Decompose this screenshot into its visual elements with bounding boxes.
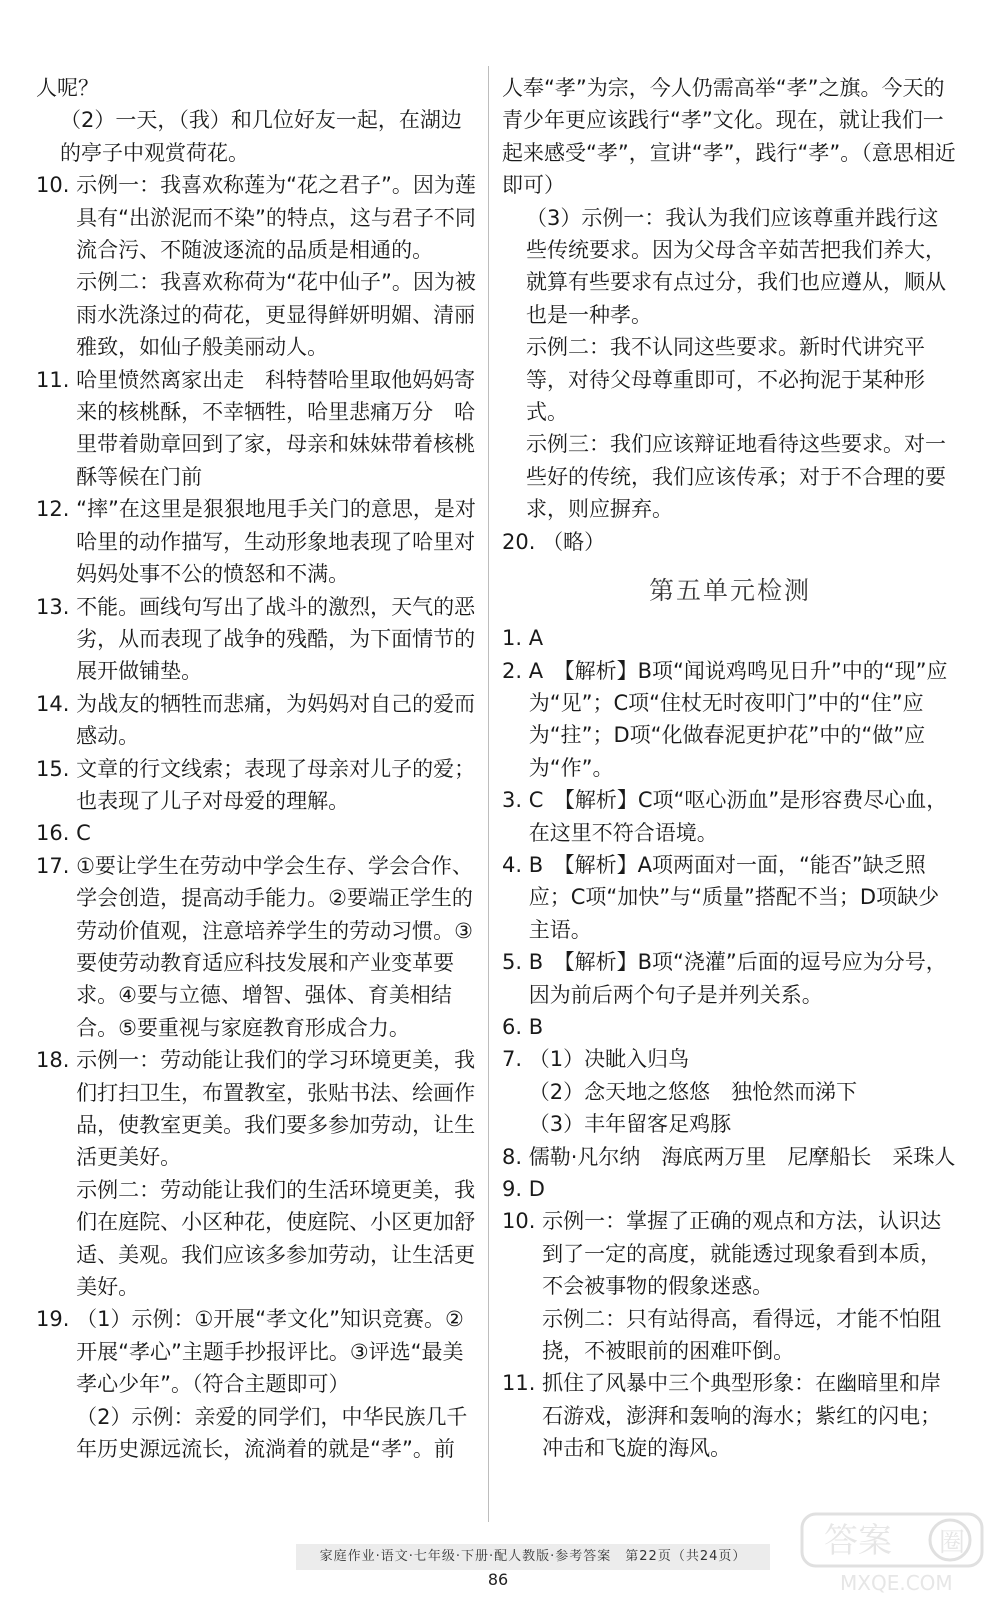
answer-item xyxy=(36,1303,476,1465)
item-text xyxy=(529,946,958,1011)
item-number: 8. xyxy=(502,1144,529,1169)
answer-line: B xyxy=(528,1014,544,1039)
answer-item xyxy=(502,946,958,1011)
item-text xyxy=(76,753,476,818)
answer-sub-line: （3）丰年留客足鸡豚 xyxy=(528,1112,732,1137)
item-text xyxy=(76,1044,476,1303)
item-number: 16. xyxy=(36,821,77,846)
item-number: 15. xyxy=(36,756,77,781)
answer-line: 为战友的牺牲而悲痛，为妈妈对自己的爱而感动。 xyxy=(76,691,476,749)
item-number: 4. xyxy=(502,852,529,877)
answer-line: C xyxy=(76,821,91,846)
answer-item xyxy=(502,1043,958,1140)
answer-line: A 【解析】B项“闻说鸡鸣见日升”中的“现”应为“见”；C项“住杖无时夜叩门”中的“住”应为“拄”；D项“化做春泥更护花”中的“做”应为“作”。 xyxy=(528,658,948,780)
item-text xyxy=(542,1205,958,1367)
item-number: 19. xyxy=(36,1307,77,1332)
watermark-logo xyxy=(800,1508,984,1596)
answer-item xyxy=(36,493,476,590)
item-number: 11. xyxy=(502,1371,543,1396)
item-text xyxy=(529,1011,958,1043)
column-divider xyxy=(488,66,489,1522)
item-text xyxy=(76,169,476,363)
answer-line: B 【解析】B项“浇灌”后面的逗号应为分号，因为前后两个句子是并列关系。 xyxy=(528,950,947,1007)
item-number: 6. xyxy=(502,1014,529,1039)
answer-item xyxy=(36,817,476,849)
answer-item xyxy=(502,1141,958,1173)
item-number: 12. xyxy=(36,497,77,522)
item-number: 5. xyxy=(502,950,529,975)
item-number: 10. xyxy=(502,1209,543,1234)
item-number: 7. xyxy=(502,1047,529,1072)
answer-sub-line: 示例二：只有站得高，看得远，才能不怕阻挠，不被眼前的困难吓倒。 xyxy=(542,1306,942,1364)
paragraph: 示例三：我们应该辩证地看待这些要求。对一些好的传统，我们应该传承；对于不合理的要求，则应摒弃。 xyxy=(526,432,946,522)
paragraph: 人奉“孝”为宗，今人仍需高举“孝”之旗。今天的青少年更应该践行“孝”文化。现在，就让我们一起来感受“孝”，宣讲“孝”，践行“孝”。（意思相近即可） xyxy=(502,76,956,198)
answer-line: D xyxy=(528,1177,545,1201)
footer-bar: 家庭作业·语文·七年级·下册·配人教版·参考答案 第22页（共24页） xyxy=(296,1544,770,1570)
answer-line: （1）决眦入归鸟 xyxy=(528,1047,690,1072)
item-text xyxy=(529,1043,958,1140)
item-number: 9. xyxy=(502,1177,529,1201)
answer-item xyxy=(36,688,476,753)
answer-line: 文章的行文线索；表现了母亲对儿子的爱；也表现了儿子对母爱的理解。 xyxy=(76,756,476,813)
item-text xyxy=(529,849,958,946)
item-number: 10. xyxy=(36,173,77,198)
right-column xyxy=(502,72,958,1465)
answer-item-20 xyxy=(502,526,958,558)
answer-line: B 【解析】A项两面对一面，“能否”缺乏照应；C项“加快”与“质量”搭配不当；D项缺少主语。 xyxy=(528,852,940,942)
item-number: 2. xyxy=(502,658,529,683)
item-text xyxy=(76,493,476,590)
answer-item xyxy=(36,753,476,818)
right-continuation xyxy=(502,72,958,526)
item-number: 20. xyxy=(502,529,543,554)
answer-line: （1）示例：①开展“孝文化”知识竞赛。②开展“孝心”主题手抄报评比。③评选“最美孝心少年”。（符合主题即可） xyxy=(76,1307,464,1397)
answer-line: 不能。画线句写出了战斗的激烈，天气的恶劣，从而表现了战争的残酷，为下面情节的展开做铺垫。 xyxy=(76,594,476,684)
answer-line: 儒勒·凡尔纳 海底两万里 尼摩船长 采珠人 xyxy=(528,1144,956,1169)
item-text xyxy=(76,591,476,688)
answer-sub-line: 示例二：劳动能让我们的生活环境更美，我们在庭院、小区种花，使庭院、小区更加舒适、美观。我们应该多参加劳动，让生活更美好。 xyxy=(76,1177,476,1300)
answer-sub-line: 示例二：我喜欢称荷为“花中仙子”。因为被雨水洗涤过的荷花，更显得鲜妍明媚、清丽雅致，如仙子般美丽动人。 xyxy=(76,270,476,360)
answer-item xyxy=(36,364,476,494)
answer-line: 示例一：劳动能让我们的学习环境更美，我们打扫卫生，布置教室，张贴书法、绘画作品，使教室更美。我们要多参加劳动，让生活更美好。 xyxy=(76,1048,476,1170)
answer-item xyxy=(36,169,476,363)
item-number: 18. xyxy=(36,1048,77,1073)
item-text xyxy=(529,784,958,849)
item-number: 3. xyxy=(502,788,529,813)
item-text xyxy=(76,364,476,494)
answer-item xyxy=(36,591,476,688)
paragraph: 示例二：我不认同这些要求。新时代讲究平等，对待父母尊重即可，不必拘泥于某种形式。 xyxy=(526,335,925,425)
unit5-answer-list xyxy=(502,622,958,1465)
paragraph: （3）示例一：我认为我们应该尊重并践行这些传统要求。因为父母含辛茹苦把我们养大，就算有些要求有点过分，我们也应遵从，顺从也是一种孝。 xyxy=(526,205,946,327)
paragraph: （2）一天，（我）和几位好友一起，在湖边的亭子中观赏荷花。 xyxy=(60,108,462,165)
left-column xyxy=(36,72,476,1465)
answer-item xyxy=(502,1011,958,1043)
answer-item xyxy=(36,850,476,1044)
answer-line: C 【解析】C项“呕心沥血”是形容费尽心血，在这里不符合语境。 xyxy=(528,788,948,845)
left-intro xyxy=(36,72,476,169)
answer-item xyxy=(36,1044,476,1303)
item-text xyxy=(76,688,476,753)
section-title: 第五单元检测 xyxy=(648,576,811,606)
answer-item xyxy=(502,1367,958,1464)
item-text xyxy=(529,655,958,785)
item-number: 11. xyxy=(36,367,77,392)
left-answer-list xyxy=(36,169,476,1465)
answer-line: 示例一：掌握了正确的观点和方法，认识达到了一定的高度，就能透过现象看到本质，不会被事物的假象迷惑。 xyxy=(542,1209,942,1299)
answer-item xyxy=(502,1205,958,1367)
answer-line: 哈里愤然离家出走 科特替哈里取他妈妈寄来的核桃酥，不幸牺牲，哈里悲痛万分 哈里带着勋章回到了家，母亲和妹妹带着核桃酥等候在门前 xyxy=(76,367,476,489)
answer-line: 抓住了风暴中三个典型形象：在幽暗里和岸石游戏，澎湃和轰响的海水；紫红的闪电；冲击和飞旋的海风。 xyxy=(542,1371,942,1461)
paragraph: 人呢？ xyxy=(36,76,99,100)
item-text xyxy=(76,1303,476,1465)
item-text xyxy=(529,1141,958,1173)
item-text: （略） xyxy=(542,529,606,554)
item-number: 1. xyxy=(502,626,529,651)
item-text xyxy=(542,1367,958,1464)
answer-line: 示例一：我喜欢称莲为“花之君子”。因为莲具有“出淤泥而不染”的特点，这与君子不同流合污、不随波逐流的品质是相通的。 xyxy=(76,173,476,263)
page-number: 86 xyxy=(487,1570,509,1589)
svg-text:答案: 答案 xyxy=(824,1521,892,1561)
item-text xyxy=(76,850,476,1044)
answer-line: A xyxy=(528,626,544,651)
answer-item xyxy=(502,622,958,654)
answer-item xyxy=(502,784,958,849)
item-number: 13. xyxy=(36,594,77,619)
svg-text:圈: 圈 xyxy=(939,1528,966,1558)
answer-item xyxy=(502,655,958,785)
answer-sub-line: （2）念天地之悠悠 独怆然而涕下 xyxy=(528,1079,858,1104)
item-text xyxy=(529,622,958,654)
item-number: 14. xyxy=(36,691,77,716)
answer-line: “摔”在这里是狠狠地甩手关门的意思，是对哈里的动作描写，生动形象地表现了哈里对妈妈处事不公的愤怒和不满。 xyxy=(76,497,476,587)
item-text xyxy=(529,1173,958,1205)
answer-item xyxy=(502,849,958,946)
item-number: 17. xyxy=(36,853,77,878)
svg-text:MXQE.COM: MXQE.COM xyxy=(840,1571,953,1595)
answer-line: ①要让学生在劳动中学会生存、学会合作、学会创造，提高动手能力。②要端正学生的劳动价值观，注意培养学生的劳动习惯。③要使劳动教育适应科技发展和产业变革要求。④要与立德、增智、强体、育美相结合。⑤要重视与家庭教育形成合力。 xyxy=(76,853,473,1040)
item-text xyxy=(76,817,476,849)
answer-sub-line: （2）示例：亲爱的同学们，中华民族几千年历史源远流长，流淌着的就是“孝”。前 xyxy=(76,1404,468,1462)
answer-item xyxy=(502,1173,958,1205)
